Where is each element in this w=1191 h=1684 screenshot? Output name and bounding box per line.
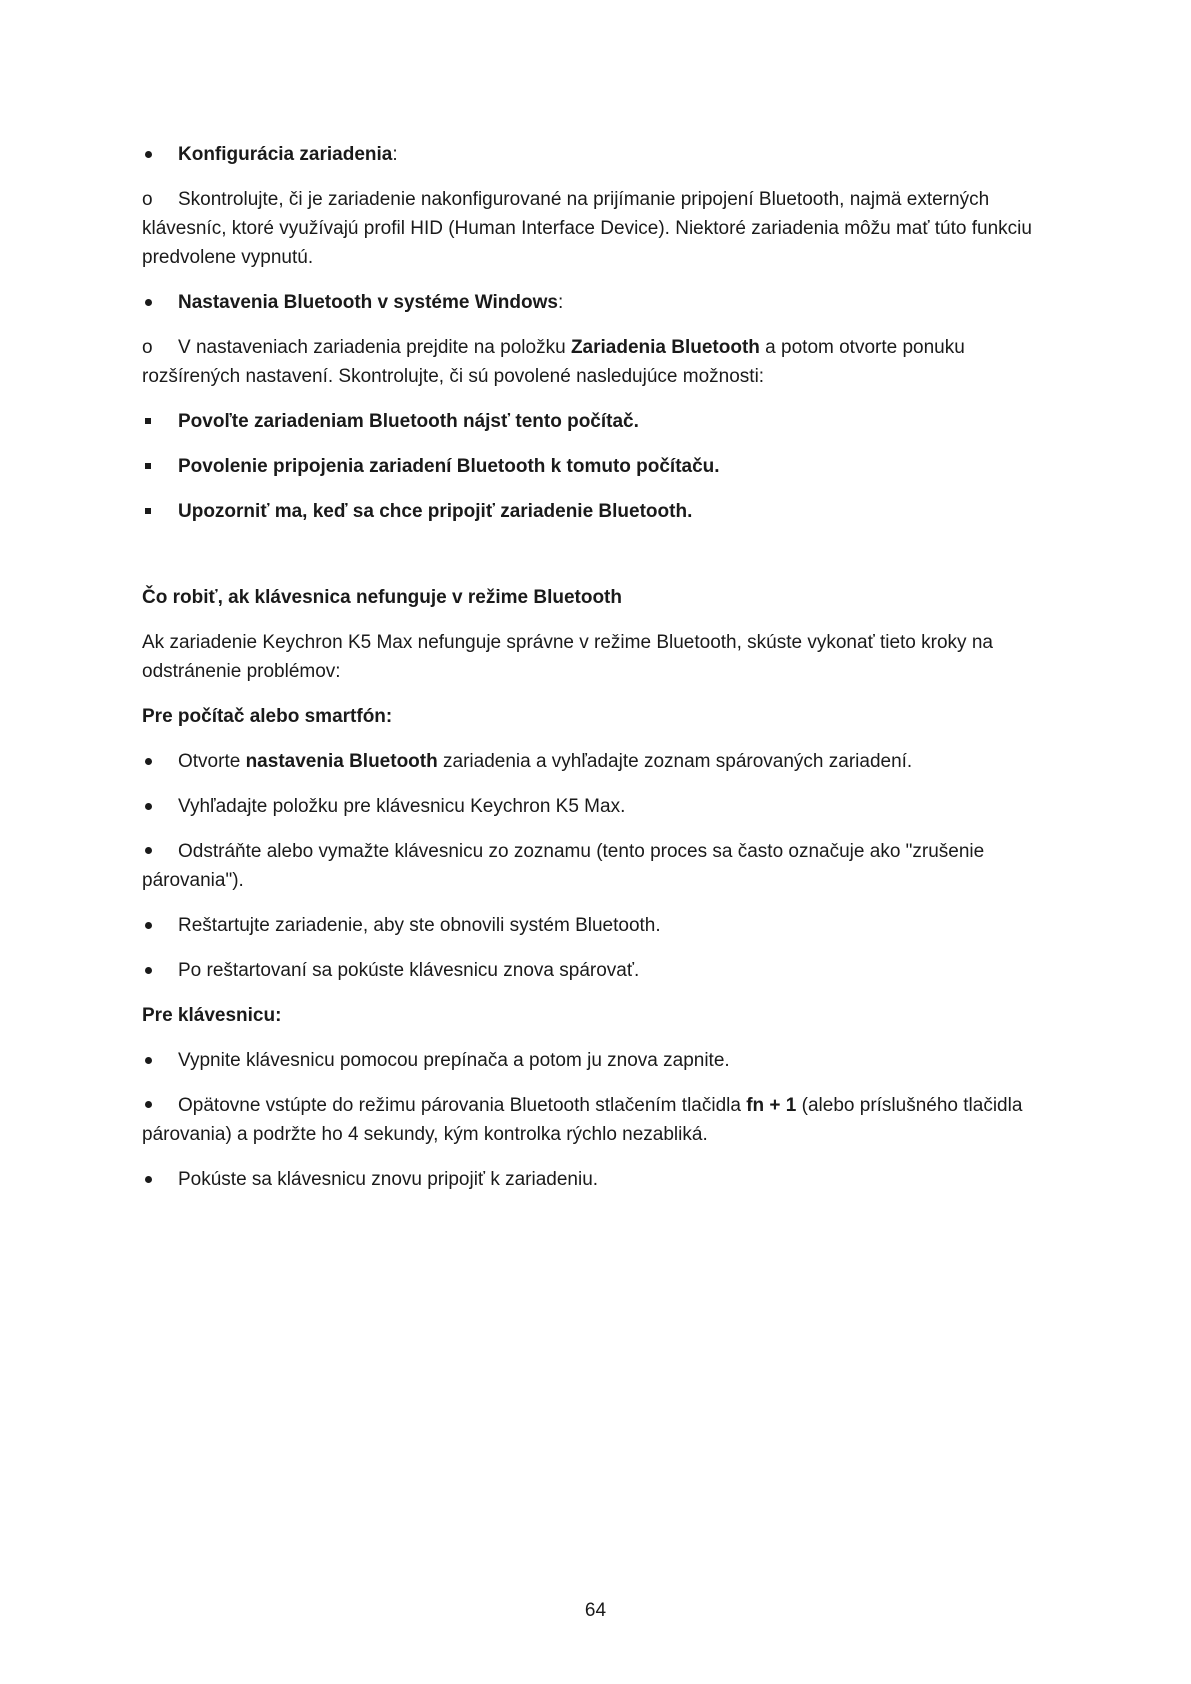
- intro-paragraph: Ak zariadenie Keychron K5 Max nefunguje správne v režime Bluetooth, skúste vykonať tieto kroky na odstránenie problémov:: [142, 632, 993, 682]
- option-item: Upozorniť ma, keď sa chce pripojiť zariadenie Bluetooth.: [142, 497, 1052, 526]
- bullet-icon: [145, 299, 152, 306]
- circle-marker: o: [142, 337, 153, 358]
- list-item-label: Konfigurácia zariadenia: [178, 144, 393, 165]
- bullet-icon: [145, 847, 152, 854]
- square-bullet-icon: [145, 418, 151, 424]
- bullet-icon: [145, 1057, 152, 1064]
- circle-marker: o: [142, 189, 153, 210]
- bullet-icon: [145, 803, 152, 810]
- option-item: Povoľte zariadeniam Bluetooth nájsť tento počítač.: [142, 407, 1052, 436]
- list-item: Vypnite klávesnicu pomocou prepínača a potom ju znova zapnite.: [142, 1046, 1052, 1075]
- square-bullet-icon: [145, 463, 151, 469]
- subheading-keyboard: Pre klávesnicu:: [142, 1005, 282, 1026]
- subheading-pc: Pre počítač alebo smartfón:: [142, 706, 393, 727]
- option-item: Povolenie pripojenia zariadení Bluetooth k tomuto počítaču.: [142, 452, 1052, 481]
- list-item: Vyhľadajte položku pre klávesnicu Keychron K5 Max.: [142, 792, 1052, 821]
- bullet-icon: [145, 758, 152, 765]
- sub-item: o Skontrolujte, či je zariadenie nakonfigurované na prijímanie pripojení Bluetooth, najmä externých klávesníc, ktoré využívajú profil HID (Human Interface Device). Niektoré zariadenia môžu mať túto funkciu predvolene vypnutú.: [142, 185, 1052, 272]
- sub-item: o V nastaveniach zariadenia prejdite na položku Zariadenia Bluetooth a potom otvorte ponuku rozšírených nastavení. Skontrolujte, či sú povolené nasledujúce možnosti:: [142, 333, 1052, 391]
- list-item: Otvorte nastavenia Bluetooth zariadenia a vyhľadajte zoznam spárovaných zariadení.: [142, 747, 1052, 776]
- list-item: Pokúste sa klávesnicu znovu pripojiť k zariadeniu.: [142, 1165, 1052, 1194]
- list-item: Opätovne vstúpte do režimu párovania Bluetooth stlačením tlačidla fn + 1 (alebo príslušného tlačidla párovania) a podržte ho 4 sekundy, kým kontrolka rýchlo nezabliká.: [142, 1095, 1023, 1145]
- list-item: Reštartujte zariadenie, aby ste obnovili systém Bluetooth.: [142, 911, 1052, 940]
- bullet-icon: [145, 967, 152, 974]
- list-item-label: Nastavenia Bluetooth v systéme Windows: [178, 292, 558, 313]
- list-item: Odstráňte alebo vymažte klávesnicu zo zoznamu (tento proces sa často označuje ako "zrušenie párovania").: [142, 841, 985, 891]
- page-content: [142, 140, 1052, 1194]
- bullet-icon: [145, 151, 152, 158]
- bullet-icon: [145, 922, 152, 929]
- list-item: Po reštartovaní sa pokúste klávesnicu znova spárovať.: [142, 956, 1052, 985]
- bullet-icon: [145, 1101, 152, 1108]
- page-number: 64: [584, 1600, 607, 1621]
- square-bullet-icon: [145, 508, 151, 514]
- bullet-icon: [145, 1176, 152, 1183]
- list-item: Nastavenia Bluetooth v systéme Windows:: [142, 288, 1052, 317]
- list-item: Konfigurácia zariadenia:: [142, 140, 1052, 169]
- section-heading: Čo robiť, ak klávesnica nefunguje v režime Bluetooth: [142, 587, 622, 608]
